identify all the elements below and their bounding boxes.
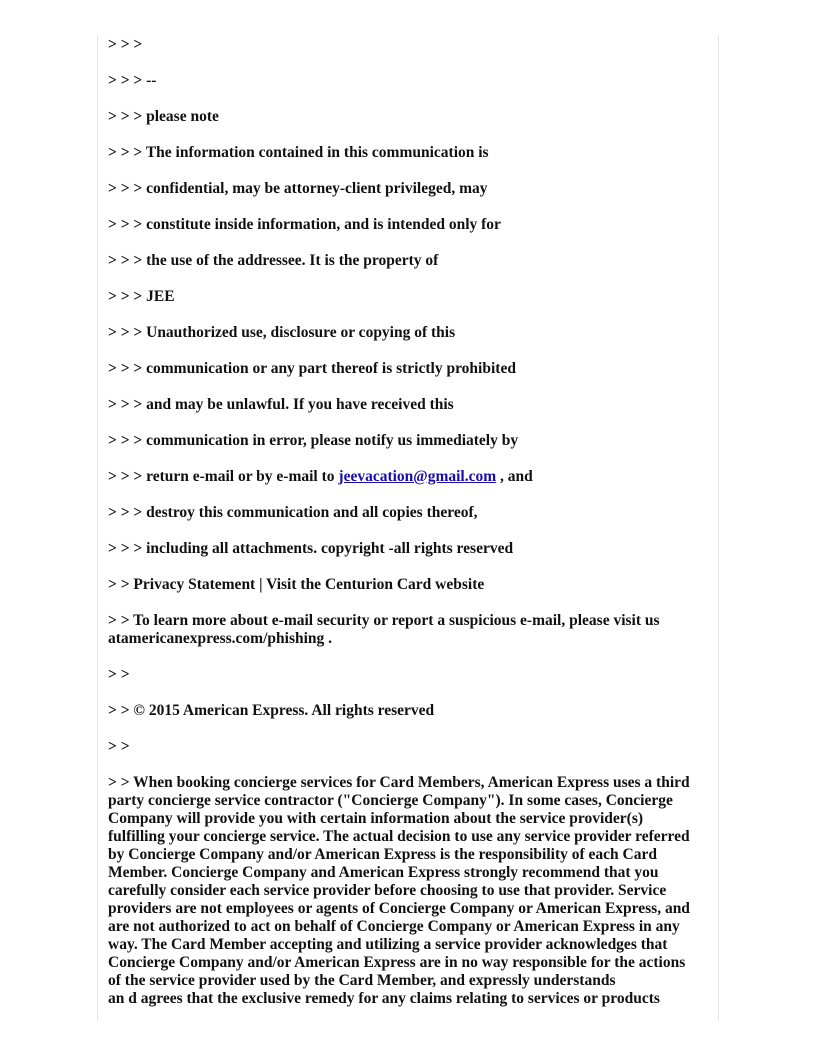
- concierge-disclaimer-line: carefully consider each service provider before choosing to use that provider. Service: [108, 882, 667, 899]
- quoted-line: > > > JEE: [108, 288, 175, 305]
- concierge-disclaimer-line: fulfilling your concierge service. The actual decision to use any service provider referred: [108, 828, 690, 845]
- quoted-line: > > > --: [108, 72, 157, 89]
- concierge-disclaimer-line: > > When booking concierge services for Card Members, American Express uses a third: [108, 774, 690, 791]
- quoted-line: > > > please note: [108, 108, 219, 125]
- quoted-line: > > > destroy this communication and all copies thereof,: [108, 504, 478, 521]
- concierge-disclaimer-line: party concierge service contractor ("Concierge Company"). In some cases, Concierge: [108, 792, 673, 809]
- quoted-line: > > > communication or any part thereof is strictly prohibited: [108, 360, 516, 377]
- document-page: [97, 36, 719, 1020]
- concierge-disclaimer-line: way. The Card Member accepting and utilizing a service provider acknowledges that: [108, 936, 668, 953]
- email-line-prefix: > > > return e-mail or by e-mail to: [108, 468, 335, 485]
- phishing-notice: > > To learn more about e-mail security or report a suspicious e-mail, please visit us atamericanexpress.com/phishing .: [108, 612, 660, 647]
- concierge-disclaimer-line: of the service provider used by the Card Member, and expressly understands: [108, 972, 616, 989]
- concierge-disclaimer-line: by Concierge Company and/or American Express is the responsibility of each Card: [108, 846, 657, 863]
- quoted-line: > > > confidential, may be attorney-client privileged, may: [108, 180, 488, 197]
- quoted-line: > > > constitute inside information, and is intended only for: [108, 216, 501, 233]
- quoted-line: > > > Unauthorized use, disclosure or copying of this: [108, 324, 456, 341]
- email-line-suffix: , and: [500, 468, 533, 485]
- quoted-line: > > > the use of the addressee. It is the property of: [108, 252, 439, 269]
- email-contact-line: [108, 468, 533, 486]
- concierge-disclaimer-line: are not authorized to act on behalf of Concierge Company or American Express in any: [108, 918, 680, 935]
- concierge-disclaimer-line: an d agrees that the exclusive remedy for any claims relating to services or products: [108, 990, 660, 1007]
- quoted-line: > > > including all attachments. copyright -all rights reserved: [108, 540, 514, 557]
- quoted-blank-line: > >: [108, 738, 130, 755]
- concierge-disclaimer-line: Concierge Company and/or American Express are in no way responsible for the actions: [108, 954, 686, 971]
- quoted-line: > > > and may be unlawful. If you have received this: [108, 396, 454, 413]
- concierge-disclaimer-line: Company will provide you with certain information about the service provider(s): [108, 810, 644, 827]
- quoted-line: > > > communication in error, please notify us immediately by: [108, 432, 519, 449]
- privacy-statement-line: > > Privacy Statement | Visit the Centurion Card website: [108, 576, 485, 593]
- copyright-line: > > © 2015 American Express. All rights reserved: [108, 702, 435, 719]
- email-link[interactable]: jeevacation@gmail.com: [338, 468, 497, 485]
- concierge-disclaimer-line: providers are not employees or agents of Concierge Company or American Express, and: [108, 900, 690, 917]
- concierge-disclaimer-line: Member. Concierge Company and American Express strongly recommend that you: [108, 864, 659, 881]
- quoted-blank-line: > >: [108, 666, 130, 683]
- quoted-line: > > >: [108, 36, 143, 53]
- quoted-line: > > > The information contained in this communication is: [108, 144, 489, 161]
